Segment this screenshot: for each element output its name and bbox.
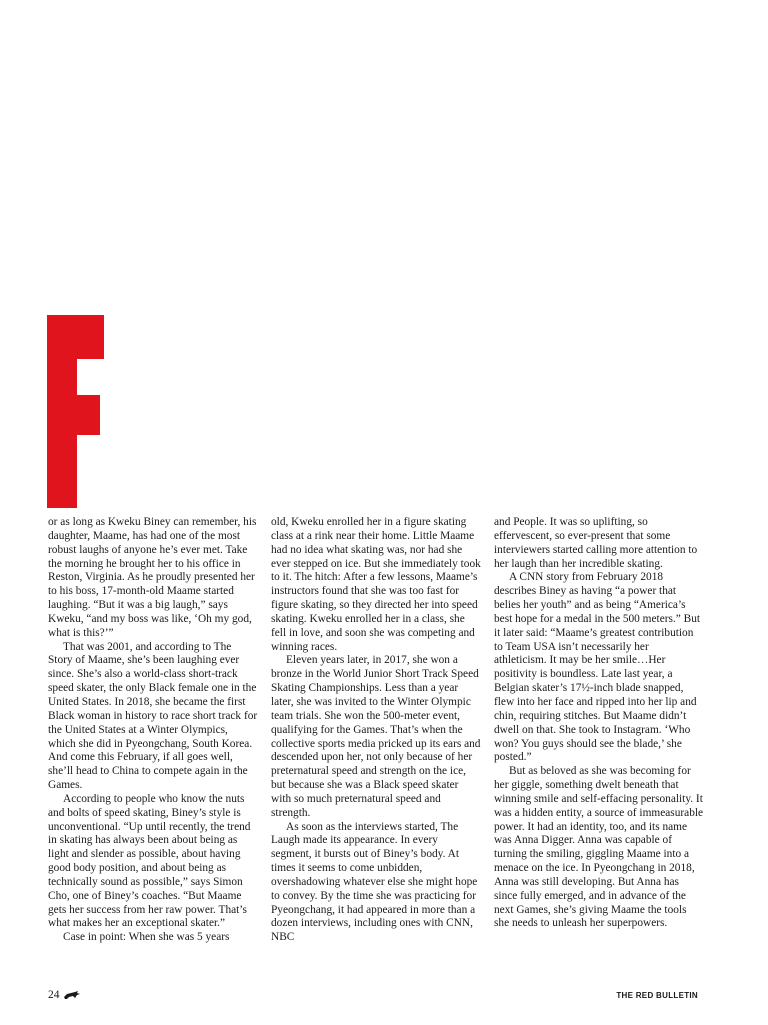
paragraph: According to people who know the nuts and bolts of speed skating, Biney’s style is unconventional. “Up until recently, the trend in skating has always been about being as light and slender as possible, about having good body position, and about being as technically sound as possible,” says Simon Cho, one of Biney’s coaches. “But Maame gets her success from her raw power. That’s what makes her an exceptional skater.” — [48, 792, 251, 930]
article-column-3 — [494, 516, 704, 931]
article-column-1 — [48, 516, 258, 945]
paragraph: As soon as the interviews started, The Laugh made its appearance. In every segment, it bursts out of Biney’s body. At times it seems to come unbidden, overshadowing whatever else she might hope to convey. By the time she was practicing for Pyeongchang, it had appeared in more than a dozen interviews, including ones with CNN, NBC — [271, 820, 478, 944]
magazine-name: THE RED BULLETIN — [616, 991, 698, 1000]
paragraph: and People. It was so uplifting, so effervescent, so ever-present that some interviewers started calling more attention to her laugh than her incredible skating. — [494, 516, 698, 570]
drop-cap — [47, 315, 104, 508]
red-bull-icon — [63, 990, 81, 1000]
paragraph: Case in point: When she was 5 years — [63, 931, 230, 944]
paragraph: A CNN story from February 2018 describes Biney as having “a power that belies her youth” and as being “America’s best hope for a medal in the 500 meters.” But it later said: “Maame’s greatest contribution to Team USA isn’t necessarily her athleticism. It may be her smile…Her positivity is boundless. Late last year, a Belgian skater’s 17½-inch blade snapped, flew into her face and ripped into her lip and chin, requiring stitches. But Maame didn’t dwell on that. She took to Instagram. ‘Who won? You guys should see the blade,’ she posted.” — [494, 571, 701, 764]
page-folio — [48, 989, 81, 1001]
paragraph: But as beloved as she was becoming for her giggle, something dwelt beneath that winning smile and self-effacing personality. It was a hidden entity, a source of immeasurable power. It had an identity, too, and its name was Anna Digger. Anna was capable of turning the smiling, giggling Maame into a menace on the ice. In Pyeongchang in 2018, Anna was still developing. But Anna has since fully emerged, and in advance of the next Games, she’s giving Maame the tools she needs to unleash her superpowers. — [494, 765, 704, 930]
page-number: 24 — [48, 989, 60, 1001]
drop-cap-letter — [47, 315, 104, 508]
paragraph: old, Kweku enrolled her in a figure skating class at a rink near their home. Little Maame had no idea what skating was, nor had she ever stepped on ice. But she immediately took to it. The hitch: After a few lessons, Maame’s instructors found that she was too fast for figure skating, so they directed her into speed skating. Kweku enrolled her in a class, she fell in love, and soon she was competing and winning races. — [271, 516, 481, 653]
paragraph: or as long as Kweku Biney can remember, his daughter, Maame, has had one of the most robust laughs of anyone he’s ever met. Take the morning he brought her to his office in Reston, Virginia. As he proudly presented her to his boss, 17-month-old Maame started laughing. “But it was a big laugh,” says Kweku, “and my boss was like, ‘Oh my god, what is this?’” — [48, 516, 257, 639]
article-column-2 — [271, 516, 481, 945]
paragraph: Eleven years later, in 2017, she won a bronze in the World Junior Short Track Speed Skating Championships. Less than a year later, she was invited to the Winter Olympic team trials. She won the 500-meter event, qualifying for the Games. That’s when the collective sports media pricked up its ears and descended upon her, not only because of her preternatural speed and strength on the ice, but because she was a Black speed skater with so much preternatural speed and strength. — [271, 654, 481, 819]
paragraph: That was 2001, and according to The Story of Maame, she’s been laughing ever since. She’s also a world-class short-track speed skater, the only Black female one in the United States. In 2018, she became the first Black woman in history to race short track for the United States at a Winter Olympics, which she did in Pyeongchang, South Korea. And come this February, if all goes well, she’ll head to China to compete again in the Games. — [48, 640, 258, 792]
